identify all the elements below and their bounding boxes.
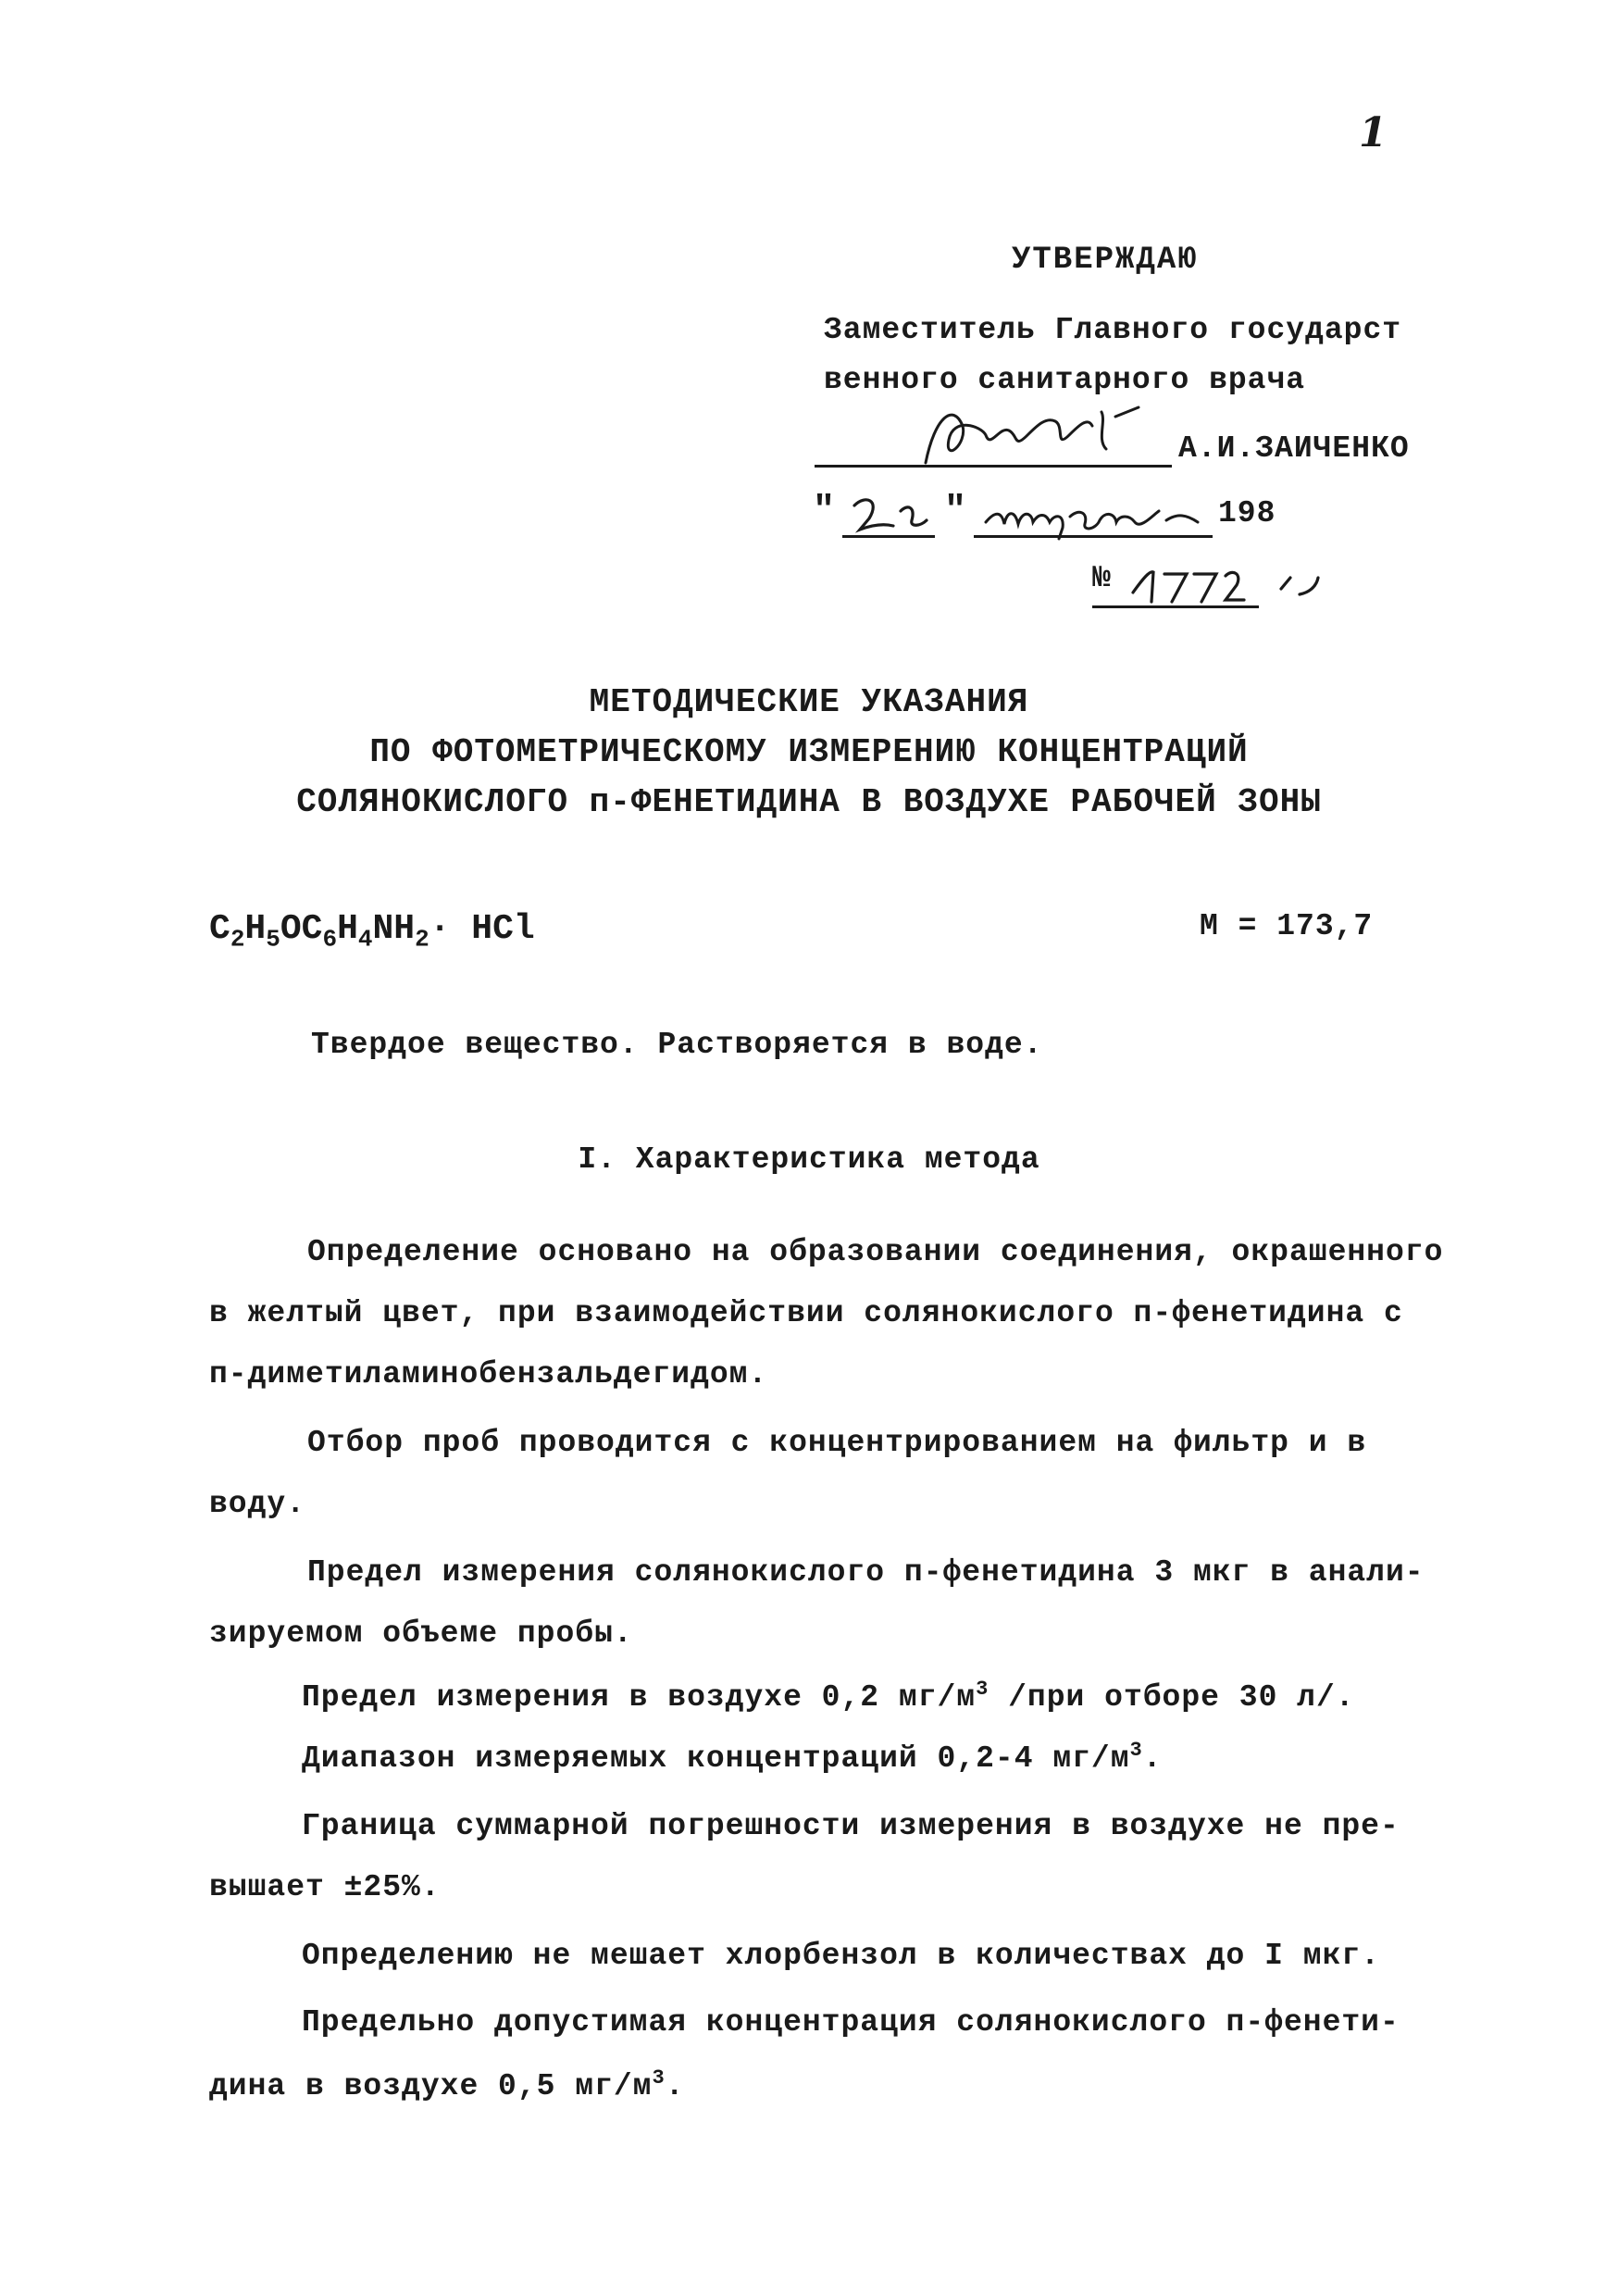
section-title: I. Характеристика метода xyxy=(578,1142,1040,1177)
approver-name: А.И.ЗАИЧЕНКО xyxy=(1178,431,1410,466)
handwritten-number xyxy=(1127,561,1331,607)
date-quote-close: " xyxy=(944,491,968,532)
signature-line xyxy=(815,465,1172,468)
approval-position-line2: венного санитарного врача xyxy=(824,363,1306,397)
handwritten-month xyxy=(981,494,1213,541)
approval-heading: УТВЕРЖДАЮ xyxy=(1012,243,1199,278)
paragraph-3-line-2: зируемом объеме пробы. xyxy=(209,1616,633,1651)
paragraph-6-line-1: Граница суммарной погрешности измерения в воздухе не пре- xyxy=(302,1809,1400,1843)
paragraph-7: Определению не мешает хлорбензол в количествах до I мкг. xyxy=(302,1939,1380,1973)
document-title-line2: ПО ФОТОМЕТРИЧЕСКОМУ ИЗМЕРЕНИЮ КОНЦЕНТРАЦИЙ xyxy=(369,733,1249,771)
number-sign: № xyxy=(1092,561,1112,595)
paragraph-2-line-1: Отбор проб проводится с концентрированием на фильтр и в xyxy=(307,1426,1367,1460)
paragraph-1-line-1: Определение основано на образовании соединения, окрашенного xyxy=(307,1235,1444,1269)
page-number: 1 xyxy=(1359,109,1388,156)
document-title-line3: СОЛЯНОКИСЛОГО п-ФЕНЕТИДИНА В ВОЗДУХЕ РАБОЧЕЙ ЗОНЫ xyxy=(296,783,1322,821)
paragraph-6-line-2: вышает ±25%. xyxy=(209,1870,441,1904)
chemical-formula: $C_2H_5OC_6H_4NH_2\cdot$ HCl xyxy=(209,909,535,954)
paragraph-2-line-2: воду. xyxy=(209,1487,306,1521)
paragraph-4: Предел измерения в воздухе 0,2 $мг/м^3$ /при отборе 30 л/. xyxy=(302,1678,1355,1715)
paragraph-8-line-1: Предельно допустимая концентрация солянокислого п-фенети- xyxy=(302,2005,1400,2040)
date-day-line xyxy=(842,535,935,538)
substance-description: Твердое вещество. Растворяется в воде. xyxy=(311,1028,1043,1062)
paragraph-1-line-3: п-диметиламинобензальдегидом. xyxy=(209,1357,768,1391)
paragraph-5: Диапазон измеряемых концентраций 0,2-4 $мг/м^3$. xyxy=(302,1739,1163,1776)
date-month-line xyxy=(974,535,1213,538)
document-title-line1: МЕТОДИЧЕСКИЕ УКАЗАНИЯ xyxy=(589,683,1029,721)
paragraph-3-line-1: Предел измерения солянокислого п-фенетидина 3 мкг в анали- xyxy=(307,1555,1425,1590)
paragraph-1-line-2: в желтый цвет, при взаимодействии солянокислого п-фенетидина с xyxy=(209,1296,1403,1330)
handwritten-signature xyxy=(916,398,1157,472)
date-quote-open: " xyxy=(813,491,837,532)
handwritten-day xyxy=(847,493,930,533)
approval-year: 198 xyxy=(1218,496,1276,530)
approval-position-line1: Заместитель Главного государст xyxy=(824,313,1402,347)
number-line xyxy=(1092,605,1259,608)
molecular-mass: M = 173,7 xyxy=(1200,909,1374,943)
paragraph-8-line-2: дина в воздухе 0,5 $мг/м^3$. xyxy=(209,2066,685,2103)
